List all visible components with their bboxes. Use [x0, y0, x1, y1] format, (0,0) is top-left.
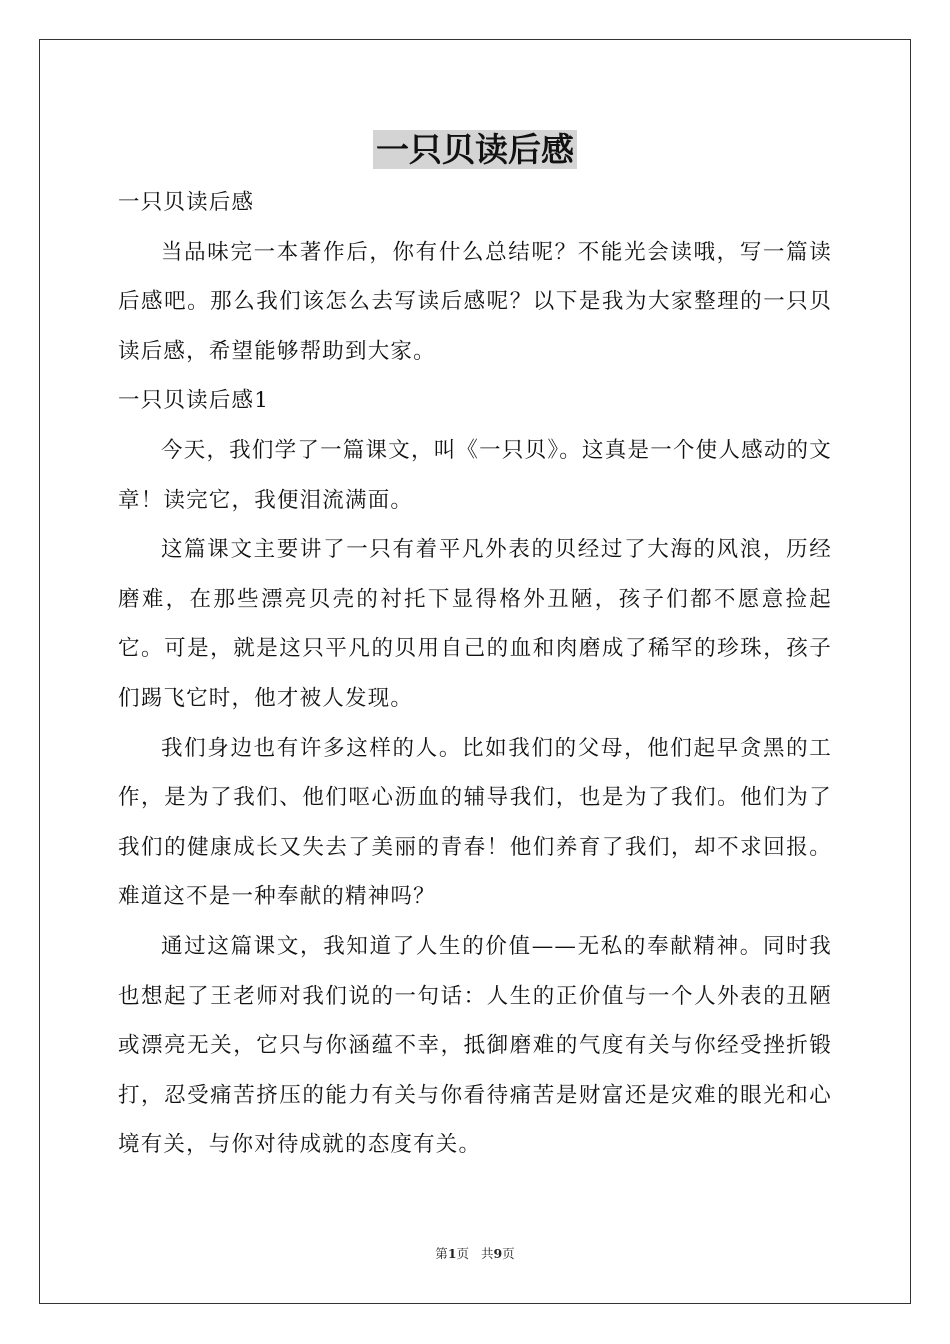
total-prefix: 共: [480, 1246, 494, 1261]
document-title-wrapper: [0, 128, 950, 172]
page-footer: [0, 1246, 950, 1262]
total-suffix: 页: [502, 1246, 515, 1261]
body-paragraph: 我们身边也有许多这样的人。比如我们的父母，他们起早贪黑的工作，是为了我们、他们呕心沥血的辅导我们，也是为了我们。他们为了我们的健康成长又失去了美丽的青春！他们养育了我们，却不求回报。难道这不是一种奉献的精神吗？: [118, 735, 832, 910]
section-heading-1: 一只贝读后感1: [118, 388, 270, 414]
page-number: 1: [447, 1246, 457, 1261]
body-paragraph: 这篇课文主要讲了一只有着平凡外表的贝经过了大海的风浪，历经磨难，在那些漂亮贝壳的衬托下显得格外丑陋，孩子们都不愿意捡起它。可是，就是这只平凡的贝用自己的血和肉磨成了稀罕的珍珠，孩子们踢飞它时，他才被人发现。: [118, 537, 832, 711]
document-title: 一只贝读后感: [373, 130, 577, 169]
body-paragraph-heading: 一只贝读后感: [118, 190, 255, 215]
body-paragraph-intro: 当品味完一本著作后，你有什么总结呢？不能光会读哦，写一篇读后感吧。那么我们该怎么去写读后感呢？以下是我为大家整理的一只贝读后感，希望能够帮助到大家。: [118, 239, 832, 364]
body-paragraph: 今天，我们学了一篇课文，叫《一只贝》。这真是一个使人感动的文章！读完它，我便泪流满面。: [118, 437, 832, 513]
total-pages: 9: [493, 1246, 503, 1261]
page-prefix: 第: [435, 1246, 448, 1261]
body-paragraph: 通过这篇课文，我知道了人生的价值——无私的奉献精神。同时我也想起了王老师对我们说的一句话：人生的正价值与一个人外表的丑陋或漂亮无关，它只与你涵蕴不幸，抵御磨难的气度有关与你经受挫折锻打，忍受痛苦挤压的能力有关与你看待痛苦是财富还是灾难的眼光和心境有关，与你对待成就的态度有关。: [118, 933, 832, 1158]
document-body: [118, 178, 832, 1170]
page-suffix: 页: [456, 1246, 470, 1261]
